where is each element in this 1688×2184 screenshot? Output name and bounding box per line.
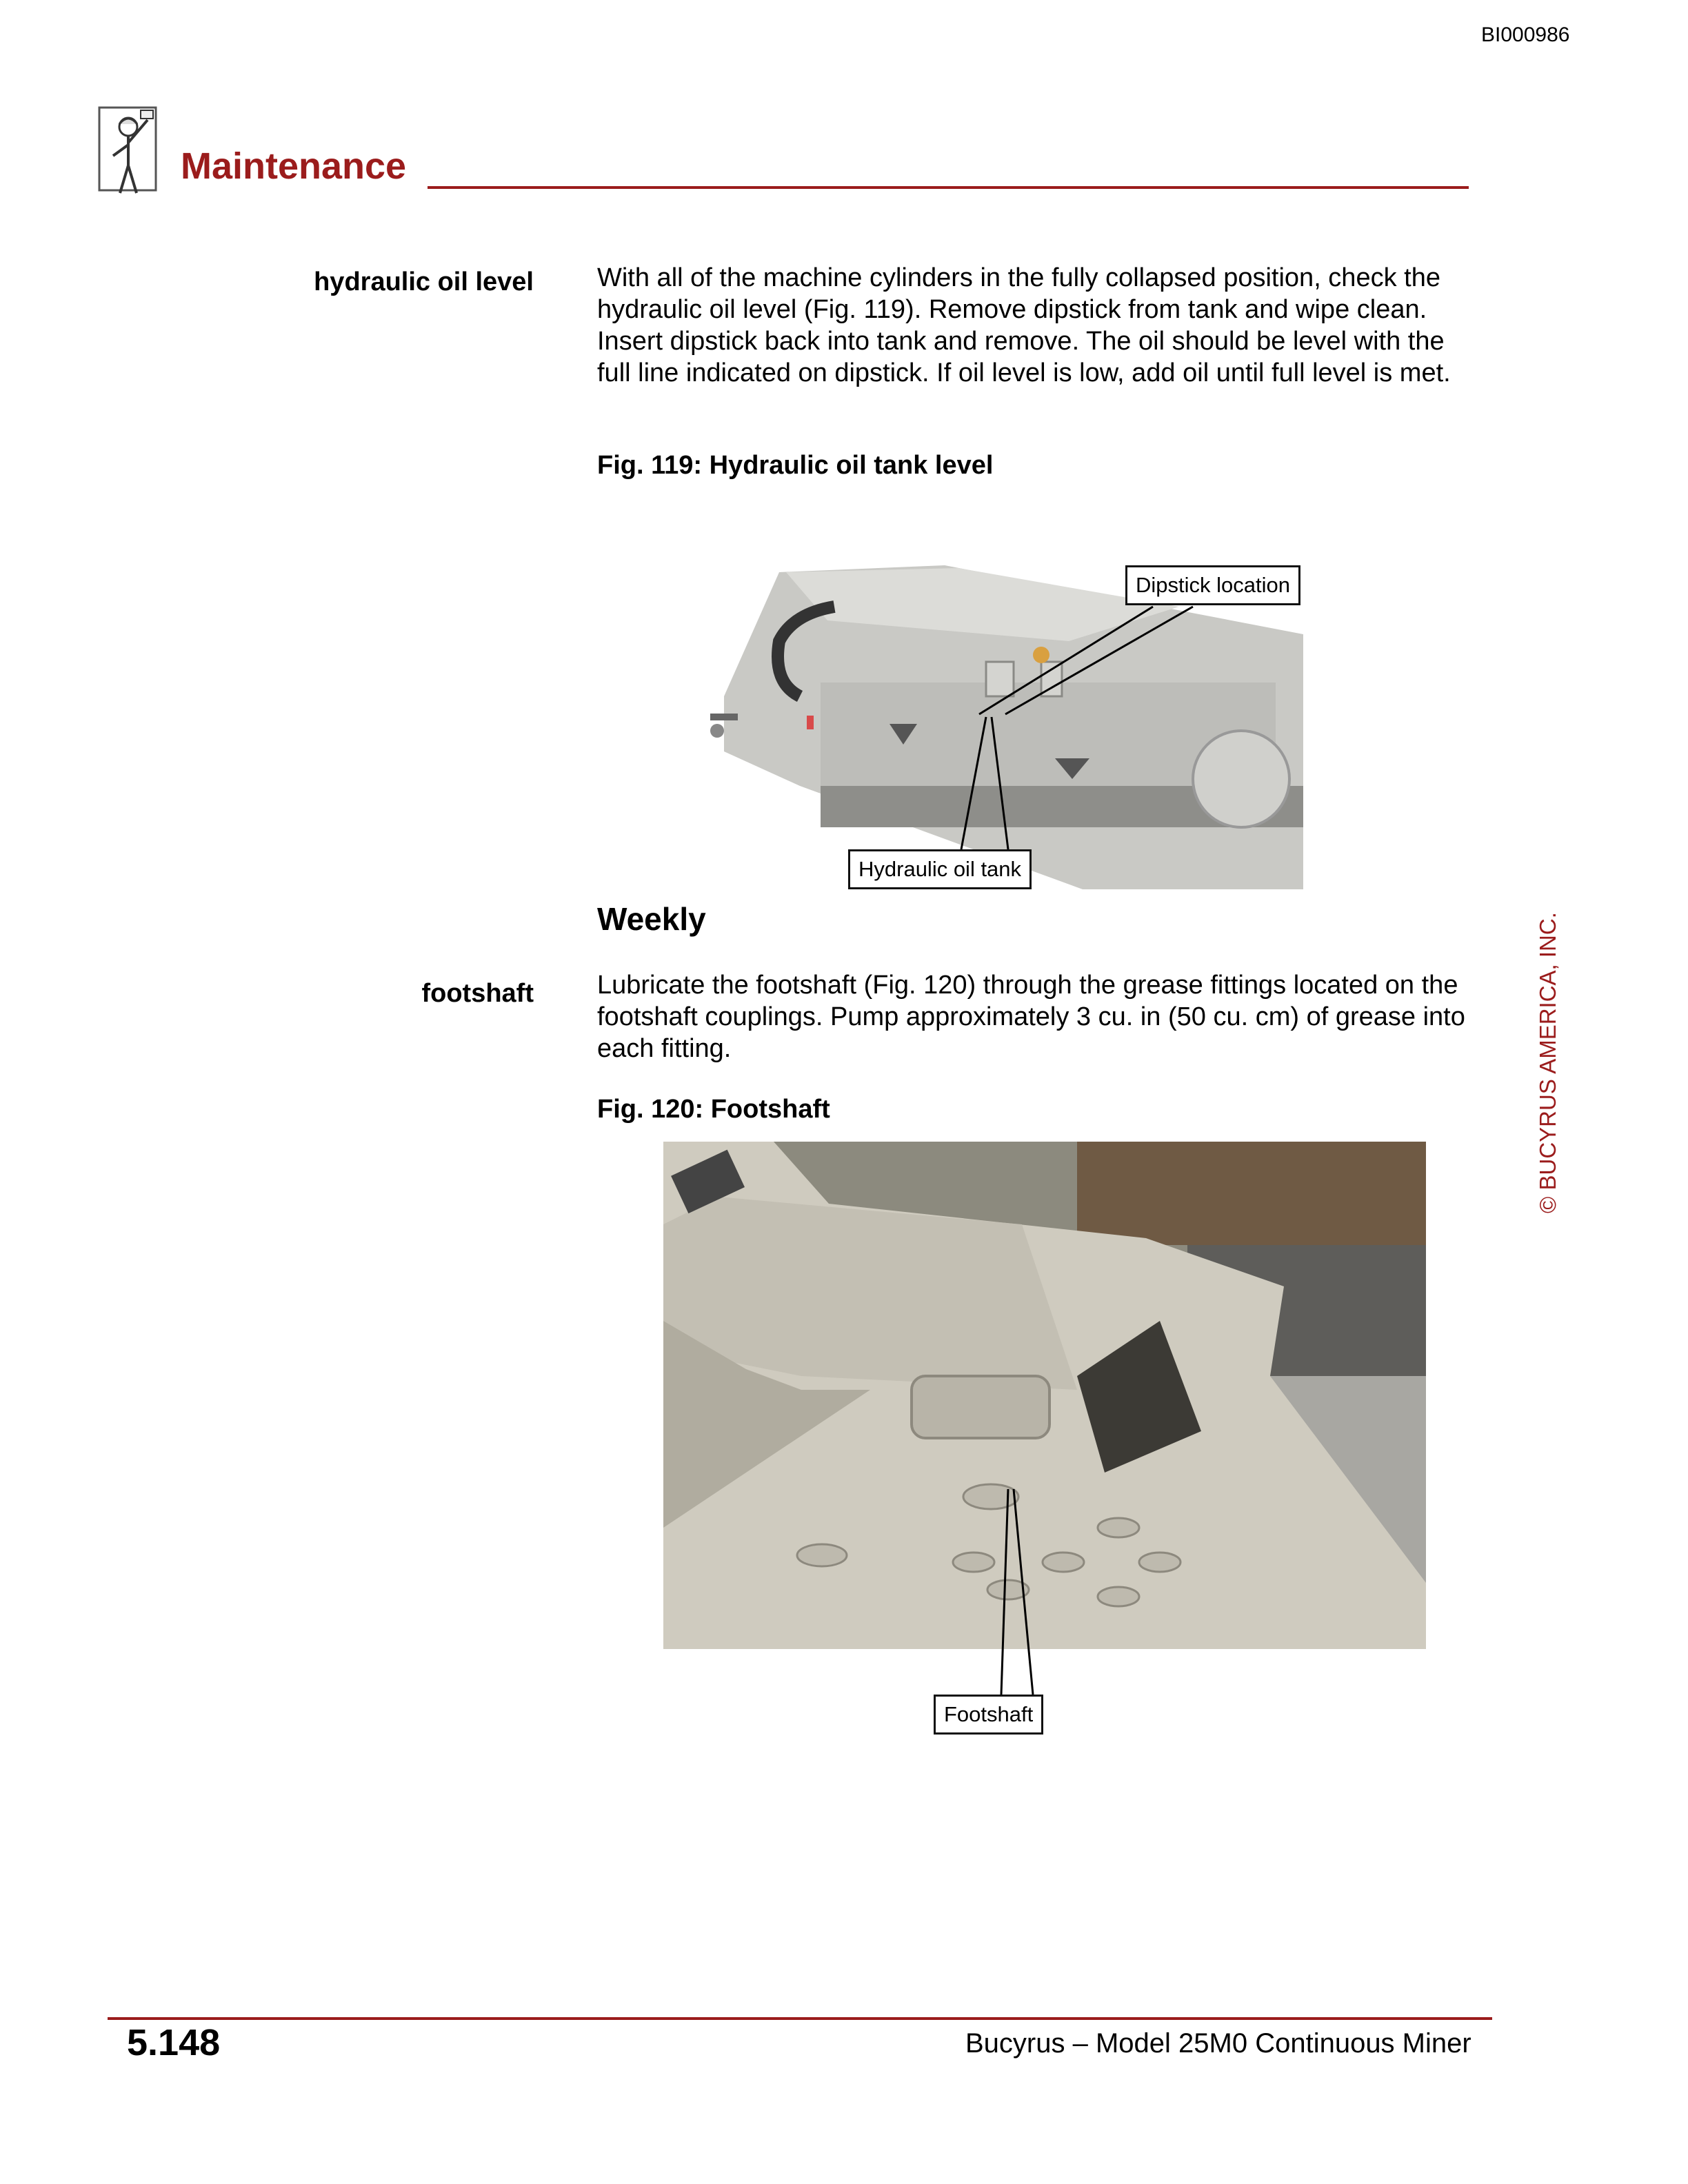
section-title: Maintenance [181,145,407,187]
callout-hydraulic-oil-tank: Hydraulic oil tank [848,849,1032,889]
copyright-notice: © BUCYRUS AMERICA, INC. [1535,912,1560,1213]
manual-title: Bucyrus – Model 25M0 Continuous Miner [965,2028,1471,2059]
footer-rule [108,2017,1492,2020]
weekly-heading: Weekly [597,901,706,937]
page-number: 5.148 [127,2022,221,2063]
callout-footshaft: Footshaft [934,1695,1043,1735]
mechanic-worker-icon [97,105,159,199]
figure-120-caption: Fig. 120: Footshaft [597,1095,830,1124]
side-label-hydraulic-oil-level: hydraulic oil level [314,267,534,296]
footshaft-photo [663,1142,1426,1649]
figure-119-caption: Fig. 119: Hydraulic oil tank level [597,451,994,480]
callout-dipstick-location: Dipstick location [1125,565,1300,605]
title-underline [428,186,1469,189]
hydraulic-body-text: With all of the machine cylinders in the fully collapsed position, check the hydraulic oil level (Fig. 119). Remove dipstick from tank and wipe clean. Insert dipstick back into tank and remove. The oil should be level with the full line indicated on dipstick. If oil level is low, add oil until full level is met. [597,263,1451,387]
document-id: BI000986 [1481,23,1570,46]
side-label-footshaft: footshaft [421,979,534,1008]
hydraulic-oil-tank-photo [696,558,1310,889]
footshaft-body-text: Lubricate the footshaft (Fig. 120) through the grease fittings located on the footshaft couplings. Pump approximately 3 cu. in (50 cu. cm) of grease into each fitting. [597,971,1465,1063]
